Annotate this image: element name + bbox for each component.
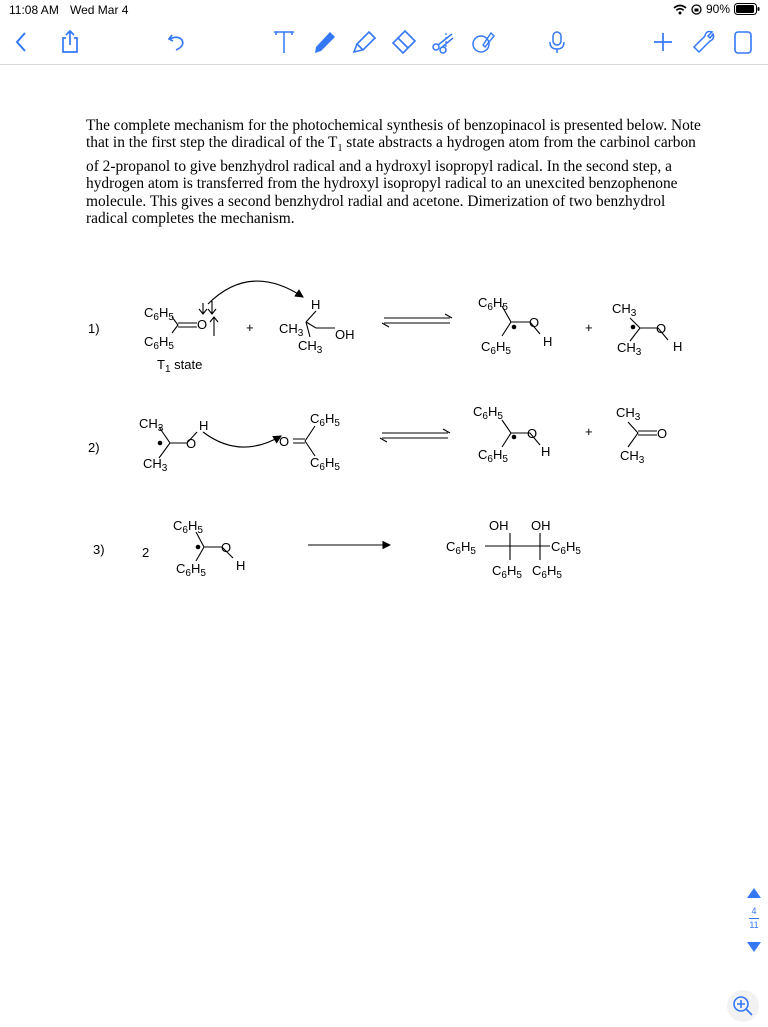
mechanism-diagram (0, 65, 768, 1024)
zoom-in-icon (727, 990, 759, 1022)
next-page-icon[interactable] (747, 942, 761, 952)
hydrogen: H (236, 558, 246, 573)
add-icon[interactable] (649, 28, 677, 56)
total-pages: 11 (749, 920, 759, 930)
hydrogen: H (311, 297, 321, 312)
plus-sign: + (246, 320, 254, 335)
c6h5-group: $C_6H_5$ (478, 447, 508, 465)
highlighter-tool-icon[interactable] (350, 28, 378, 56)
c6h5-group: $C_6H_5$ (478, 295, 508, 313)
ch3-group: $CH_3$ (620, 448, 645, 466)
c6h5-group: $C_6H_5$ (532, 563, 562, 581)
c6h5-group: $C_6H_5$ (492, 563, 522, 581)
pen-tool-icon[interactable] (310, 28, 338, 56)
step-label-3: 3) (93, 542, 105, 557)
oxygen: O (657, 426, 668, 441)
paragraph-text-1: The complete mechanism for the photochemical synthesis of benzopinacol is presented below. Note that in the first step the diradical of the T (86, 117, 701, 152)
ch3-group: $CH_3$ (139, 416, 164, 434)
c6h5-group: $C_6H_5$ (310, 455, 340, 473)
hydroxyl: OH (335, 327, 355, 342)
page-navigator[interactable] (742, 888, 766, 952)
oxygen: O (527, 426, 538, 441)
status-right (673, 2, 760, 16)
equilibrium-arrows-1 (384, 318, 450, 323)
step-label-1: 1) (88, 321, 100, 336)
c6h5-group: $C_6H_5$ (310, 411, 340, 429)
oxygen: O (186, 436, 197, 451)
paragraph-subscript: 1 (337, 143, 343, 155)
page-icon[interactable] (729, 28, 757, 56)
oxygen: O (279, 434, 290, 449)
c6h5-group: $C_6H_5$ (144, 305, 174, 323)
ch3-group: $CH_3$ (617, 340, 642, 358)
radical-dot-1 (512, 325, 517, 330)
hydrogen: H (199, 418, 209, 433)
zoom-button[interactable] (727, 990, 759, 1022)
plus-sign: + (585, 320, 593, 335)
status-time: 11:08 AM (9, 3, 59, 17)
text-tool-icon[interactable] (270, 28, 298, 56)
curved-arrow-1 (208, 281, 303, 304)
radical-dot-4 (512, 435, 517, 440)
hydroxyl: OH (489, 518, 509, 533)
spin-arrow-up (210, 317, 218, 336)
equilibrium-arrows-2 (382, 433, 448, 438)
ch3-group: $CH_3$ (612, 301, 637, 319)
hydroxyl: OH (531, 518, 551, 533)
oxygen: O (656, 321, 667, 336)
ch3-group: $CH_3$ (279, 321, 304, 339)
undo-icon[interactable] (163, 28, 191, 56)
hydrogen: H (541, 444, 551, 459)
ch3-group: $CH_3$ (143, 456, 168, 474)
c6h5-group: $C_6H_5$ (446, 539, 476, 557)
oxygen: O (197, 317, 208, 332)
wrench-icon[interactable] (690, 28, 718, 56)
ch3-group: $CH_3$ (298, 338, 323, 356)
coefficient: 2 (142, 545, 150, 560)
c6h5-group: $C_6H_5$ (481, 339, 511, 357)
c6h5-group: $C_6H_5$ (144, 334, 174, 352)
spin-arrow-down-1 (199, 303, 207, 314)
document-page[interactable] (0, 65, 768, 1024)
wifi-icon (673, 4, 687, 15)
hydrogen: H (543, 334, 553, 349)
oxygen: O (529, 315, 540, 330)
c6h5-group: $C_6H_5$ (173, 518, 203, 536)
c6h5-group: $C_6H_5$ (551, 539, 581, 557)
status-bar (0, 0, 768, 20)
toolbar (0, 20, 768, 65)
battery-icon (734, 3, 760, 15)
radical-dot-2 (631, 325, 636, 330)
previous-page-icon[interactable] (747, 888, 761, 898)
plus-sign: + (585, 424, 593, 439)
status-date: Wed Mar 4 (70, 3, 129, 17)
back-chevron-icon[interactable] (8, 28, 36, 56)
scissors-tool-icon[interactable] (430, 28, 458, 56)
shapes-tool-icon[interactable] (468, 28, 496, 56)
radical-dot-3 (158, 441, 163, 446)
paragraph-text-2: state abstracts a hydrogen atom from the carbinol carbon of 2-propanol to give benzhydrol radical and a hydroxyl isopropyl radical. In the second step, a hydrogen atom is transferred from the hydroxyl isopropyl radical to an unexcited benzophenone molecule. This gives a second benzhydrol radial and acetone. Dimerization of two benzhydrol radical completes the mechanism. (86, 134, 696, 228)
step-label-2: 2) (88, 440, 100, 455)
curved-arrow-2 (203, 432, 281, 447)
t1-state-label: $T_1$ state (157, 357, 203, 375)
orientation-lock-icon (691, 4, 702, 15)
current-page: 4 (751, 906, 757, 916)
radical-dot-5 (196, 545, 201, 550)
oxygen: O (221, 540, 232, 555)
ch3-group: $CH_3$ (616, 405, 641, 423)
battery-percent: 90% (705, 2, 730, 16)
microphone-icon[interactable] (543, 28, 571, 56)
share-icon[interactable] (56, 28, 84, 56)
c6h5-group: $C_6H_5$ (473, 404, 503, 422)
hydrogen: H (673, 339, 683, 354)
eraser-tool-icon[interactable] (390, 28, 418, 56)
c6h5-group: $C_6H_5$ (176, 561, 206, 579)
